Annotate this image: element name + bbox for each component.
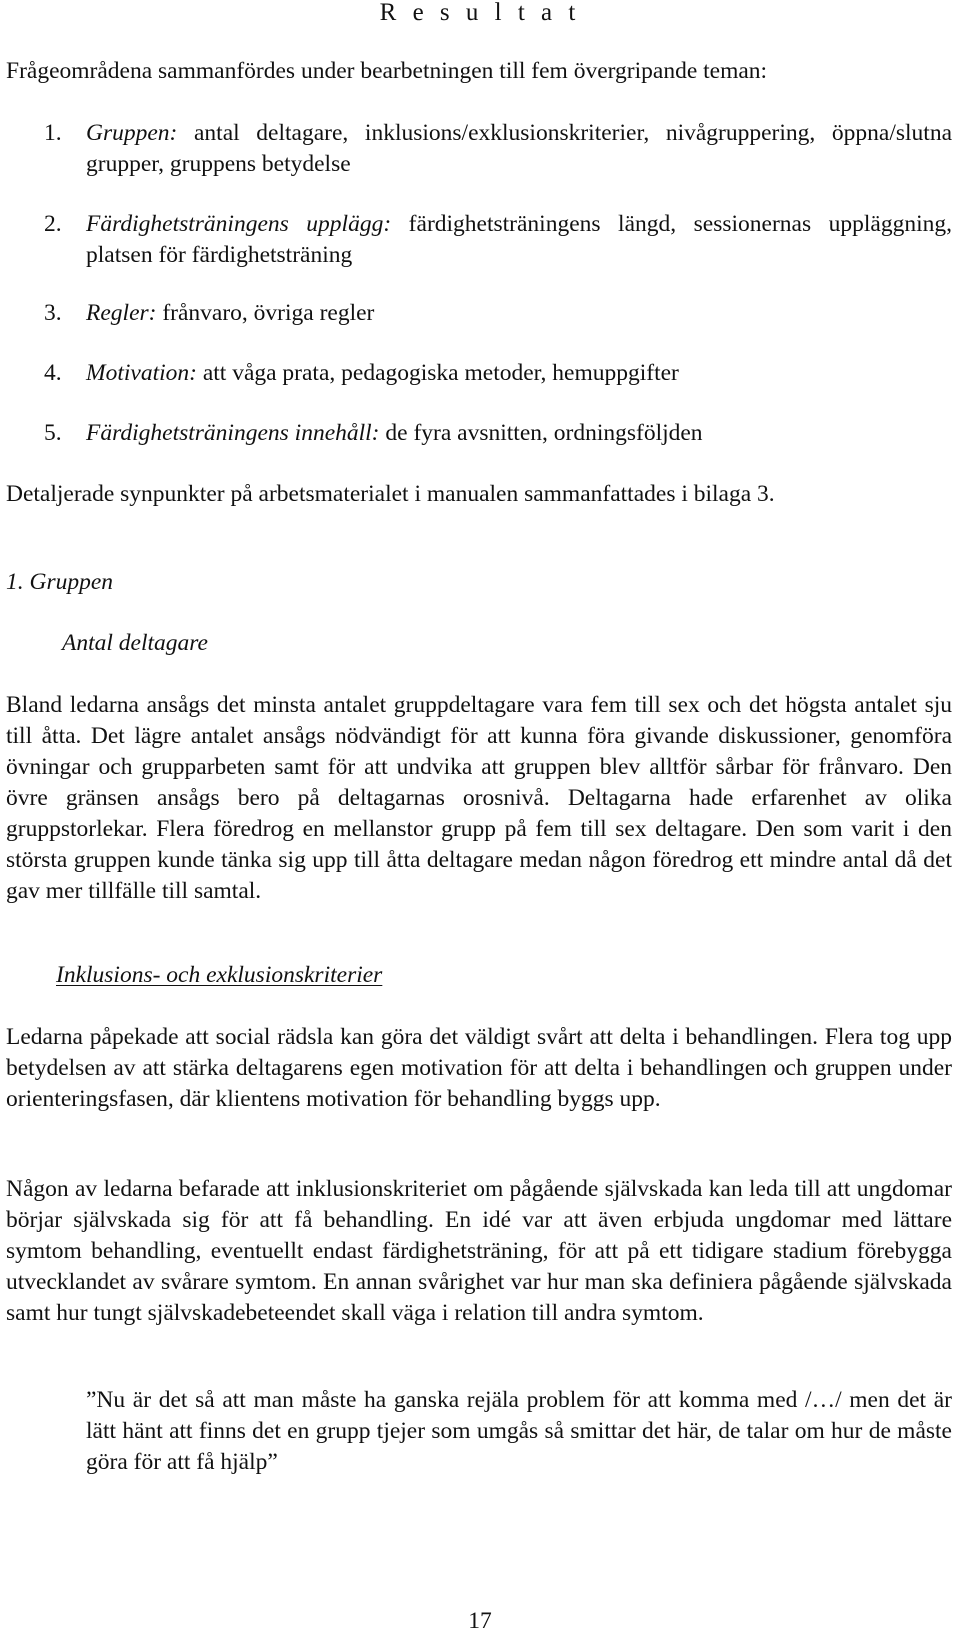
theme-title: Färdighetsträningens innehåll: <box>86 420 380 446</box>
theme-item-3 <box>44 298 952 329</box>
theme-item-4 <box>44 358 952 389</box>
section-title: 1. Gruppen <box>6 569 114 595</box>
paragraph: Bland ledarna ansågs det minsta antalet gruppdeltagare vara fem till sex och det högsta antalet sju till åtta. Det lägre antalet ansågs nödvändigt för att kunna föra givande diskussioner, genomföra övningar och grupparbeten samt för att undvika att gruppen blev alltför sårbar för frånvaro. Den övre gränsen ansågs bero på deltagarnas orosnivå. Deltagarna hade erfarenhet av olika gruppstorlekar. Flera föredrog en mellanstor grupp på fem till sex deltagare. Den som varit i den största gruppen kunde tänka sig upp till åtta deltagare medan någon föredrog ett mindre antal då det gav mer tillfälle till samtal. <box>6 692 952 904</box>
theme-text: antal deltagare, inklusions/exklusionskriterier, nivågruppering, öppna/slutna grupper, gruppens betydelse <box>86 120 952 177</box>
theme-number: 5. <box>44 420 62 446</box>
paragraph: Ledarna påpekade att social rädsla kan göra det väldigt svårt att delta i behandlingen. Flera tog upp betydelsen av att stärka deltagarens egen motivation för att delta i behandlingen och gruppen under orienteringsfasen, där klientens motivation för behandling byggs upp. <box>6 1024 952 1112</box>
theme-text: färdighetsträningens längd, sessionernas uppläggning, platsen för färdighetsträning <box>86 211 953 268</box>
theme-text: frånvaro, övriga regler <box>156 300 375 326</box>
page-number: 17 <box>468 1608 492 1634</box>
theme-text: de fyra avsnitten, ordningsföljden <box>379 420 703 446</box>
theme-text: att våga prata, pedagogiska metoder, hemuppgifter <box>196 360 679 386</box>
subsection-title: Antal deltagare <box>62 630 208 656</box>
theme-title: Motivation: <box>86 360 197 386</box>
paragraph: Någon av ledarna befarade att inklusionskriteriet om pågående självskada kan leda till att ungdomar börjar självskada sig för att få behandling. En idé var att även erbjuda ungdomar med lättare symtom behandling, eventuellt endast färdighetsträning, för att på ett tidigare stadium förebygga utvecklandet av svårare symtom. En annan svårighet var hur man ska definiera pågående självskada samt hur tungt självskadebeteendet skall väga i relation till andra symtom. <box>6 1176 952 1326</box>
theme-number: 2. <box>44 211 62 237</box>
theme-item-2 <box>44 209 952 271</box>
intro-text: Frågeområdena sammanfördes under bearbetningen till fem övergripande teman: <box>6 58 768 84</box>
theme-title: Gruppen: <box>86 120 178 146</box>
quote: ”Nu är det så att man måste ha ganska rejäla problem för att komma med /…/ men det är lätt hänt att finns det en grupp tjejer som umgås så smittar det här, de talar om hur de måste göra för att få hjälp” <box>86 1387 952 1475</box>
theme-number: 3. <box>44 300 62 326</box>
theme-title: Regler: <box>86 300 157 326</box>
theme-item-1 <box>44 118 952 180</box>
page-heading: R e s u l t a t <box>379 0 581 26</box>
subsection-title: Inklusions- och exklusionskriterier <box>56 962 383 988</box>
detail-note: Detaljerade synpunkter på arbetsmaterialet i manualen sammanfattades i bilaga 3. <box>6 481 775 507</box>
theme-item-5 <box>44 418 952 449</box>
theme-title: Färdighetsträningens upplägg: <box>86 211 392 237</box>
theme-number: 4. <box>44 360 62 386</box>
theme-number: 1. <box>44 120 62 146</box>
